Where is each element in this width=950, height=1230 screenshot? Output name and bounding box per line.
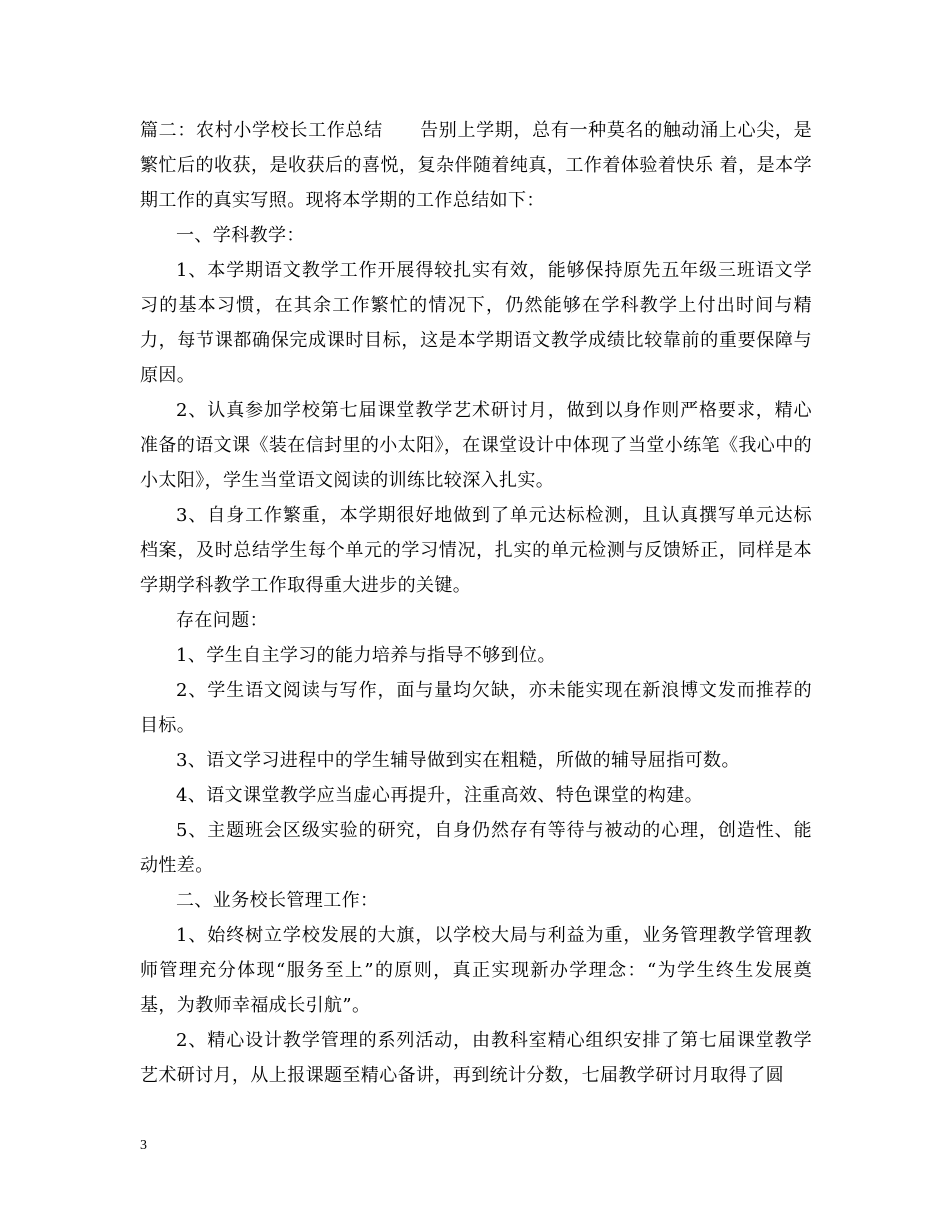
paragraph-problem-2: 2、学生语文阅读与写作，面与量均欠缺，亦未能实现在新浪博文发而推荐的目标。 [140, 680, 812, 736]
heading-management: 二、业务校长管理工作： [176, 890, 379, 911]
paragraph-teaching-1: 1、本学期语文教学工作开展得较扎实有效，能够保持原先五年级三班语文学习的基本习惯，在其余工作繁忙的情况下，仍然能够在学科教学上付出时间与精力，每节课都确保完成课时目标，这是本学期语文教学成绩比较靠前的重要保障与原因。 [140, 260, 812, 386]
heading-problems: 存在问题： [176, 610, 268, 631]
paragraph-teaching-2: 2、认真参加学校第七届课堂教学艺术研讨月，做到以身作则严格要求，精心准备的语文课《装在信封里的小太阳》，在课堂设计中体现了当堂小练笔《我心中的小太阳》，学生当堂语文阅读的训练比较深入扎实。 [140, 400, 812, 491]
paragraph-teaching-3: 3、自身工作繁重，本学期很好地做到了单元达标检测，且认真撰写单元达标档案，及时总结学生每个单元的学习情况，扎实的单元检测与反馈矫正，同样是本学期学科教学工作取得重大进步的关键。 [140, 505, 812, 596]
page-number: 3 [140, 1138, 147, 1153]
paragraph-problem-4: 4、语文课堂教学应当虚心再提升，注重高效、特色课堂的构建。 [176, 785, 704, 806]
paragraph-management-1: 1、始终树立学校发展的大旗，以学校大局与利益为重，业务管理教学管理教师管理充分体现“服务至上”的原则，真正实现新办学理念：“为学生终生发展奠基，为教师幸福成长引航”。 [140, 925, 812, 1016]
paragraph-problem-5: 5、主题班会区级实验的研究，自身仍然存有等待与被动的心理，创造性、能动性差。 [140, 820, 812, 876]
heading-subject-teaching: 一、学科教学： [176, 225, 305, 246]
paragraph-problem-1: 1、学生自主学习的能力培养与指导不够到位。 [176, 645, 556, 666]
paragraph-intro: 篇二：农村小学校长工作总结 告别上学期，总有一种莫名的触动涌上心尖，是繁忙后的收获，是收获后的喜悦，复杂伴随着纯真，工作着体验着快乐 着，是本学期工作的真实写照。现将本学期的工作总结如下： [140, 120, 812, 211]
paragraph-problem-3: 3、语文学习进程中的学生辅导做到实在粗糙，所做的辅导屈指可数。 [176, 750, 740, 771]
document-body [140, 113, 812, 1093]
paragraph-management-2: 2、精心设计教学管理的系列活动，由教科室精心组织安排了第七届课堂教学艺术研讨月，从上报课题至精心备讲，再到统计分数，七届教学研讨月取得了圆 [140, 1030, 812, 1086]
